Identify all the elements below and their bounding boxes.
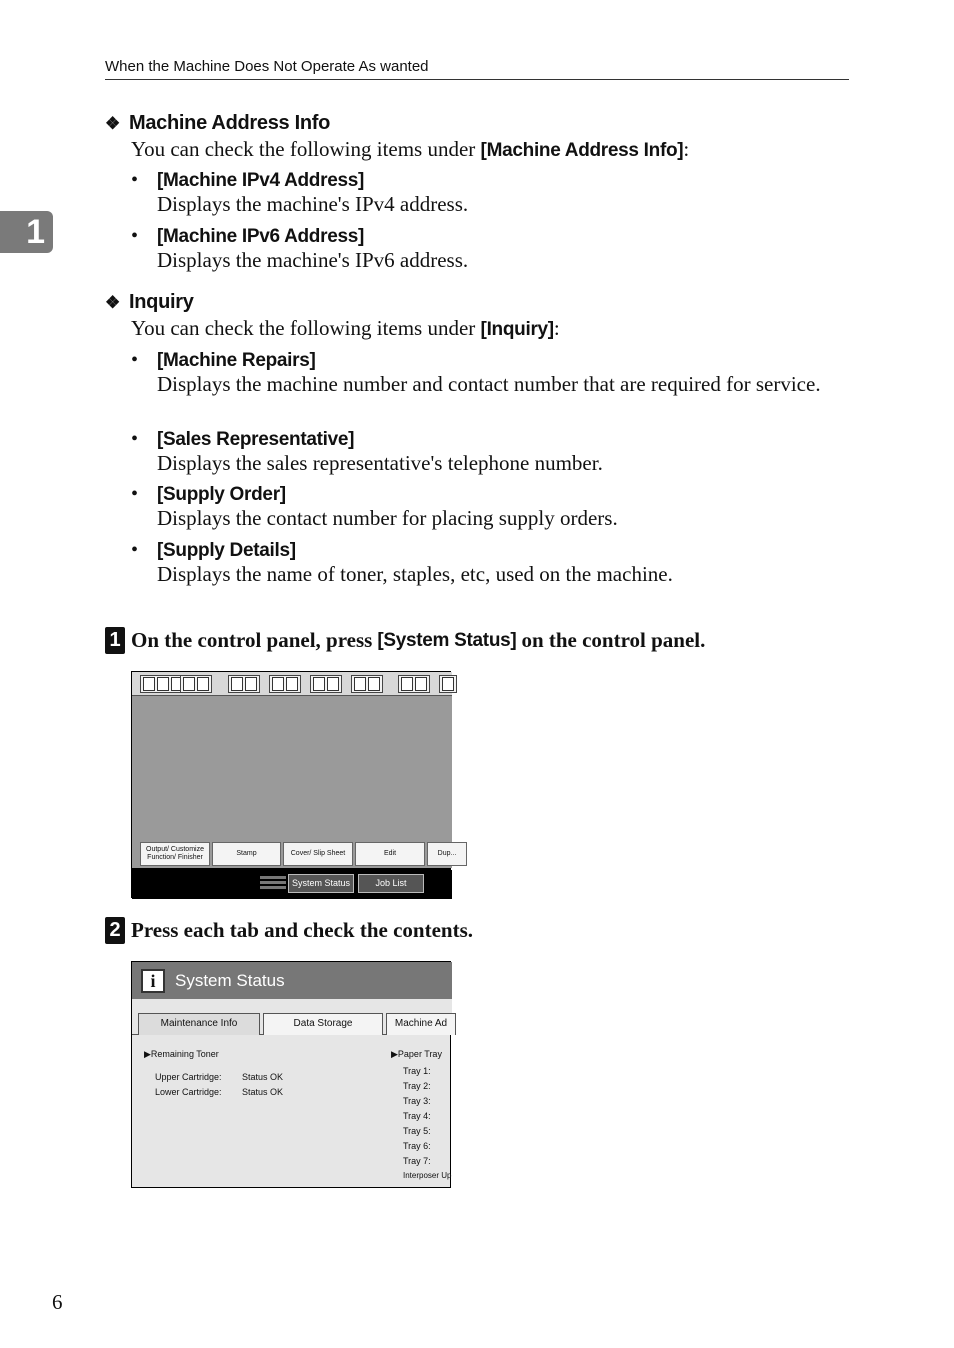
intro-colon: :	[553, 316, 560, 340]
chapter-tab: 1	[0, 211, 53, 253]
edit-button[interactable]: Edit	[355, 842, 425, 866]
stamp-button[interactable]: Stamp	[212, 842, 281, 866]
item-label: [Supply Details]	[157, 540, 296, 561]
tray-label: Tray 6:	[403, 1141, 431, 1151]
control-panel-screenshot	[131, 671, 457, 898]
running-header: When the Machine Does Not Operate As wanted	[105, 58, 849, 80]
bullet-dot: •	[131, 225, 139, 247]
item-label: [Machine Repairs]	[157, 350, 316, 371]
item-description: Displays the machine number and contact number that are required for service.	[157, 372, 821, 396]
item-description: Displays the machine's IPv6 address.	[157, 248, 469, 272]
tray-label: Tray 2:	[403, 1081, 431, 1091]
function-button-row	[132, 840, 457, 868]
intro-colon: :	[683, 137, 690, 161]
item-description: Displays the machine's IPv4 address.	[157, 192, 469, 216]
icon-toolbar	[132, 672, 452, 696]
screen-title-bar	[132, 962, 452, 999]
list-item	[131, 349, 851, 396]
job-list-tab[interactable]: Job List	[358, 874, 424, 893]
list-item	[131, 225, 851, 272]
duplex-icon[interactable]	[310, 675, 342, 693]
toner-label: Upper Cartridge:	[155, 1072, 222, 1082]
intro-text: You can check the following items under	[131, 316, 481, 340]
tray-label: Tray 1:	[403, 1066, 431, 1076]
step-text: Press each tab and check the contents.	[131, 918, 474, 942]
step-number: 1	[105, 627, 125, 654]
bullet-dot: •	[131, 428, 139, 450]
item-label: [Machine IPv4 Address]	[157, 170, 365, 191]
copy-mode-icon[interactable]	[180, 675, 212, 693]
diamond-bullet-icon: ❖	[105, 114, 120, 133]
duplex-icon[interactable]	[351, 675, 383, 693]
duplex-icon[interactable]	[398, 675, 430, 693]
tab-maintenance-info[interactable]: Maintenance Info	[138, 1013, 260, 1035]
section-intro	[131, 137, 689, 162]
diamond-bullet-icon: ❖	[105, 293, 120, 312]
section-heading-address	[105, 112, 330, 135]
item-label: [Machine IPv6 Address]	[157, 226, 365, 247]
info-icon: i	[141, 969, 165, 993]
duplex-button[interactable]: Dup...	[427, 842, 467, 866]
bullet-dot: •	[131, 349, 139, 371]
list-item	[131, 428, 851, 475]
step-1	[105, 627, 705, 654]
section-intro	[131, 316, 560, 341]
list-item	[131, 169, 851, 216]
tab-machine-address[interactable]: Machine Ad	[386, 1013, 456, 1035]
screen-title: System Status	[175, 970, 285, 990]
tray-label: Tray 3:	[403, 1096, 431, 1106]
tab-bar	[132, 999, 452, 1035]
duplex-icon[interactable]	[439, 675, 457, 693]
remaining-toner-heading: ▶Remaining Toner	[144, 1049, 219, 1059]
paper-tray-heading: ▶Paper Tray	[391, 1049, 442, 1059]
step-text-end: on the control panel.	[521, 628, 706, 652]
tab-data-storage[interactable]: Data Storage	[263, 1013, 383, 1035]
item-label: [Supply Order]	[157, 484, 286, 505]
item-description: Displays the contact number for placing supply orders.	[157, 506, 618, 530]
panel-bottom-bar	[132, 870, 452, 899]
duplex-icon[interactable]	[228, 675, 260, 693]
list-item	[131, 539, 851, 586]
step-text: On the control panel, press	[131, 628, 373, 652]
handle-icon	[260, 876, 286, 890]
tray-label: Interposer Up	[403, 1171, 452, 1180]
toner-label: Lower Cartridge:	[155, 1087, 222, 1097]
intro-text: You can check the following items under	[131, 137, 481, 161]
section-title: Inquiry	[129, 291, 194, 313]
item-label: [Sales Representative]	[157, 429, 355, 450]
intro-key: [Machine Address Info]	[480, 140, 684, 161]
tray-label: Tray 4:	[403, 1111, 431, 1121]
step-key: [System Status]	[377, 629, 517, 651]
section-heading-inquiry	[105, 291, 194, 314]
toner-status: Status OK	[242, 1087, 284, 1097]
step-number: 2	[105, 917, 125, 944]
output-customize-button[interactable]: Output/ Customize Function/ Finisher	[140, 842, 210, 866]
cover-slip-sheet-button[interactable]: Cover/ Slip Sheet	[283, 842, 353, 866]
tray-label: Tray 7:	[403, 1156, 431, 1166]
system-status-screenshot	[131, 961, 451, 1188]
panel-main-area	[132, 696, 452, 844]
toner-status: Status OK	[242, 1072, 284, 1082]
duplex-icon[interactable]	[269, 675, 301, 693]
step-2	[105, 917, 473, 944]
bullet-dot: •	[131, 539, 139, 561]
tray-label: Tray 5:	[403, 1126, 431, 1136]
intro-key: [Inquiry]	[480, 319, 554, 340]
bullet-dot: •	[131, 169, 139, 191]
bullet-dot: •	[131, 483, 139, 505]
section-title: Machine Address Info	[129, 112, 331, 134]
item-description: Displays the name of toner, staples, etc, used on the machine.	[157, 562, 673, 586]
page-number: 6	[52, 1290, 63, 1314]
item-description: Displays the sales representative's telephone number.	[157, 451, 603, 475]
system-status-tab[interactable]: System Status	[288, 874, 354, 893]
list-item	[131, 483, 851, 530]
